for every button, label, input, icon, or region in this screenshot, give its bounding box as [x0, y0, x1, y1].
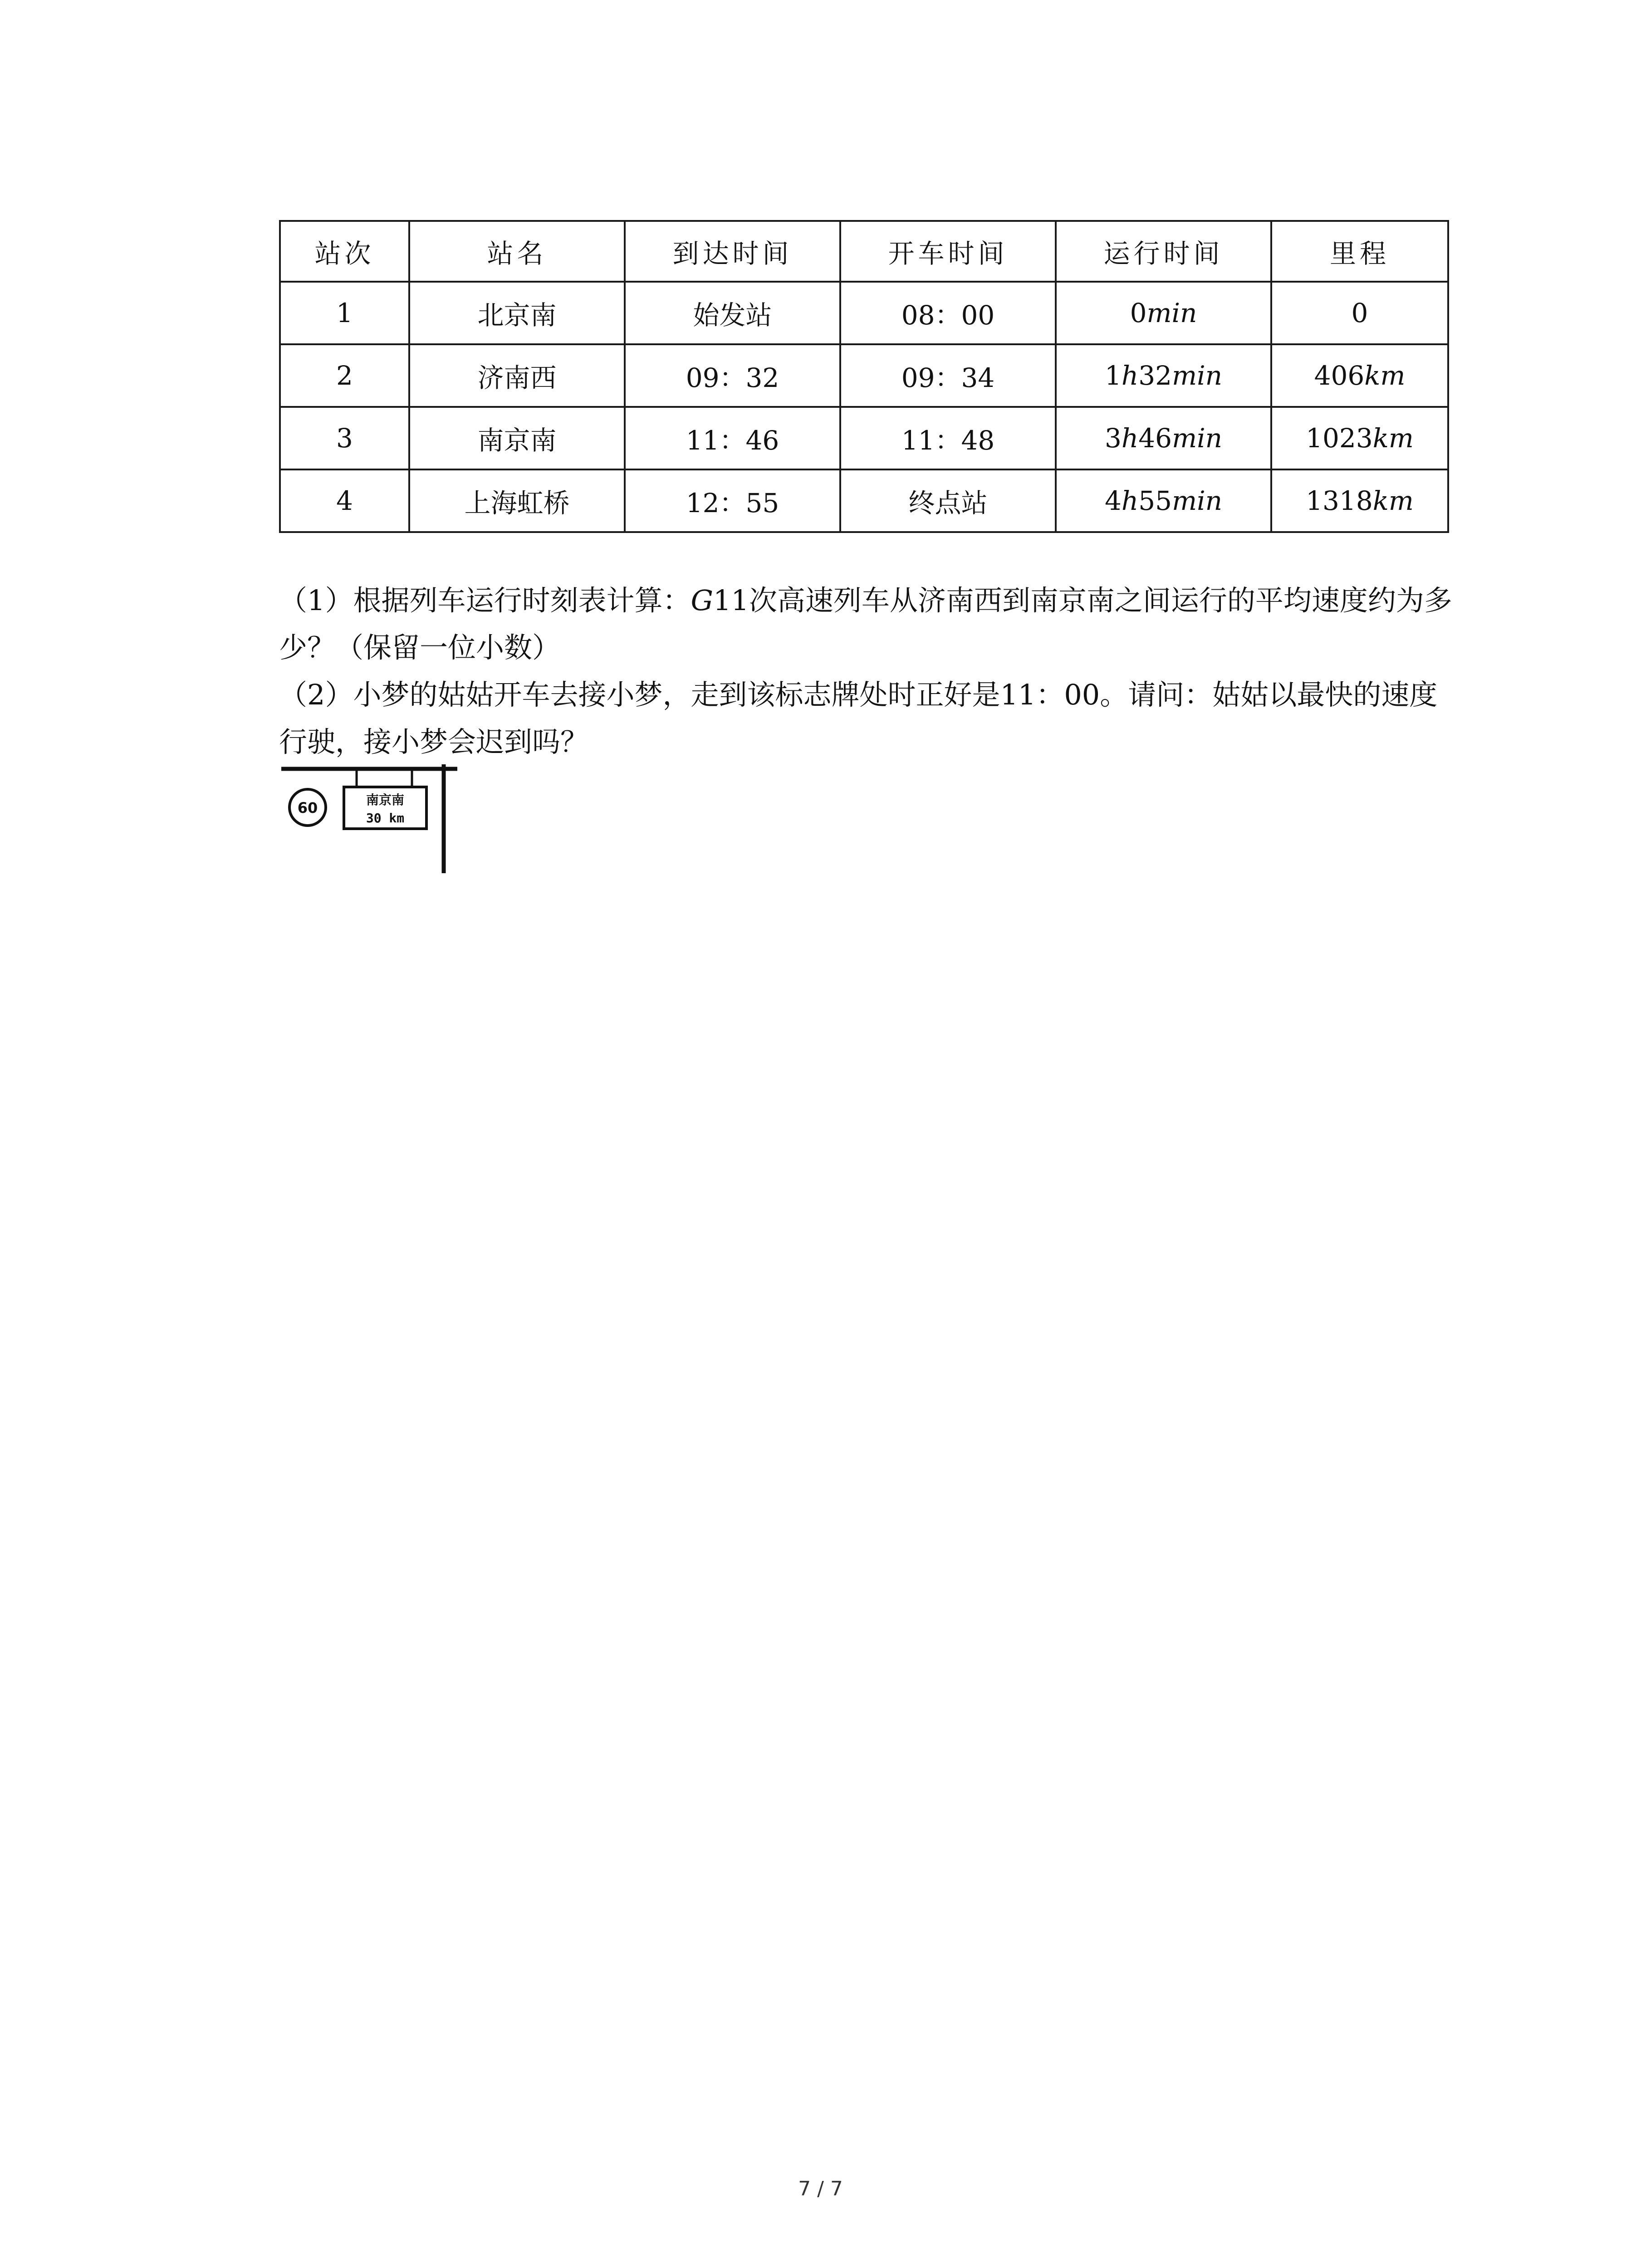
question-1-prefix: （1）根据列车运行时刻表计算： — [279, 584, 691, 617]
cell-arrival-time: 09：32 — [625, 344, 840, 407]
destination-sign — [344, 787, 426, 829]
cell-departure-time: 09：34 — [840, 344, 1056, 407]
running-time-minute-unit: min — [1172, 485, 1222, 516]
cell-running-time — [1056, 469, 1271, 532]
header-station-name: 站名 — [409, 221, 625, 282]
cell-departure-time: 11：48 — [840, 407, 1056, 469]
cell-departure-time: 终点站 — [840, 469, 1056, 532]
speed-limit-value: 60 — [297, 799, 318, 816]
cell-stop: 3 — [280, 407, 409, 469]
running-time-minutes: 32 — [1138, 360, 1172, 391]
cell-mileage — [1271, 282, 1448, 344]
cell-stop: 4 — [280, 469, 409, 532]
cell-arrival-time: 始发站 — [625, 282, 840, 344]
running-time-hour-unit: h — [1121, 423, 1139, 454]
cell-arrival-time: 11：46 — [625, 407, 840, 469]
question-1-body: 11次高速列车从济南西到南京南之间运行的平均速度约为多少？（保留一位小数） — [279, 584, 1452, 664]
running-time-minute-unit: min — [1172, 360, 1222, 391]
mileage-number: 406 — [1314, 360, 1365, 391]
mileage-unit: km — [1372, 485, 1414, 516]
cell-mileage — [1271, 469, 1448, 532]
cell-stop: 1 — [280, 282, 409, 344]
running-time-minutes: 55 — [1138, 485, 1172, 516]
table-row — [280, 469, 1448, 532]
mileage-unit: km — [1372, 423, 1414, 454]
running-time-hour-unit: h — [1121, 360, 1139, 391]
question-1-train-letter: G — [691, 584, 713, 617]
running-time-number: 0 — [1130, 298, 1147, 328]
cell-station-name: 南京南 — [409, 407, 625, 469]
running-time-minutes: 46 — [1138, 423, 1172, 454]
running-time-minute-unit: min — [1172, 423, 1222, 454]
cell-running-time — [1056, 282, 1271, 344]
table-row — [280, 282, 1448, 344]
cell-arrival-time: 12：55 — [625, 469, 840, 532]
train-timetable — [279, 220, 1449, 533]
destination-distance: 30 km — [366, 811, 405, 826]
cell-mileage — [1271, 344, 1448, 407]
running-time-hours: 3 — [1105, 423, 1122, 454]
mileage-unit: km — [1364, 360, 1406, 391]
table-row — [280, 344, 1448, 407]
cell-running-time — [1056, 344, 1271, 407]
header-departure-time: 开车时间 — [840, 221, 1056, 282]
header-stop: 站次 — [280, 221, 409, 282]
cell-departure-time: 08：00 — [840, 282, 1056, 344]
header-mileage: 里程 — [1271, 221, 1448, 282]
cell-mileage — [1271, 407, 1448, 469]
question-2: （2）小梦的姑姑开车去接小梦，走到该标志牌处时正好是11：00。请问：姑姑以最快的速度行驶，接小梦会迟到吗？ — [279, 678, 1438, 758]
speed-limit-sign — [289, 789, 326, 826]
page-number: 7 / 7 — [798, 2177, 843, 2200]
running-time-hour-unit: h — [1121, 485, 1139, 516]
mileage-number: 1023 — [1306, 423, 1373, 454]
running-time-hours: 4 — [1105, 485, 1122, 516]
cell-station-name: 北京南 — [409, 282, 625, 344]
cell-station-name: 上海虹桥 — [409, 469, 625, 532]
table-row — [280, 407, 1448, 469]
running-time-unit: min — [1146, 298, 1197, 328]
cell-stop: 2 — [280, 344, 409, 407]
destination-name: 南京南 — [366, 792, 405, 807]
road-sign-figure — [280, 764, 462, 873]
running-time-hours: 1 — [1105, 360, 1122, 391]
header-running-time: 运行时间 — [1056, 221, 1271, 282]
mileage-number: 1318 — [1306, 485, 1373, 516]
cell-running-time — [1056, 407, 1271, 469]
cell-station-name: 济南西 — [409, 344, 625, 407]
mileage-number: 0 — [1351, 298, 1368, 328]
table-header-row — [280, 221, 1448, 282]
header-arrival-time: 到达时间 — [625, 221, 840, 282]
question-1 — [279, 577, 1459, 671]
